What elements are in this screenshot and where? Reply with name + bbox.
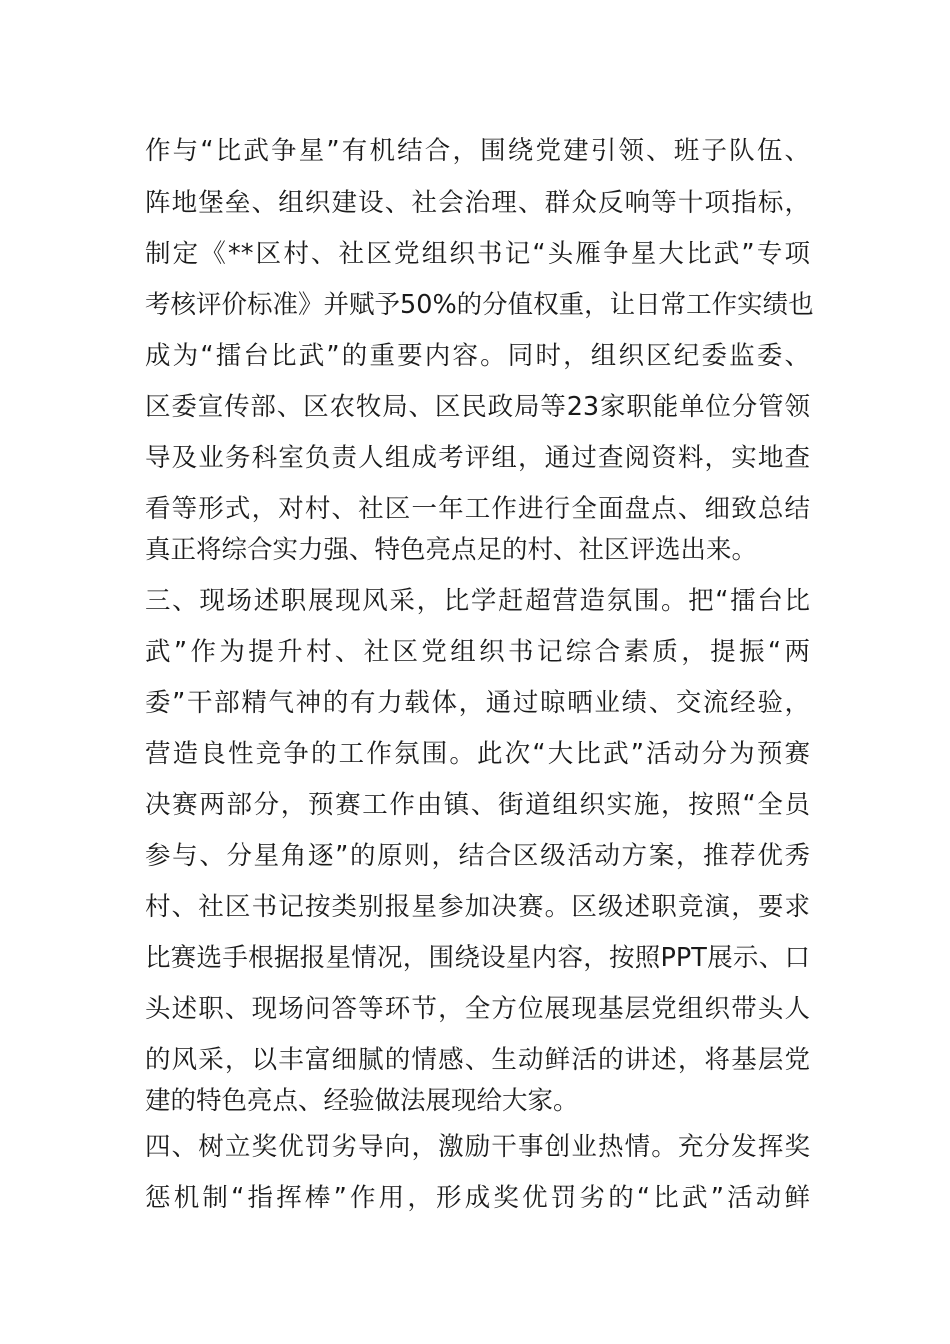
text-line: 成为“擂台比武”的重要内容。同时，组织区纪委监委、 (145, 341, 810, 371)
text-line: 导及业务科室负责人组成考评组，通过查阅资料，实地查 (145, 443, 810, 473)
text-line: 参与、分星角逐”的原则，结合区级活动方案，推荐优秀 (145, 841, 810, 871)
section-heading-line: 四、树立奖优罚劣导向，激励干事创业热情。充分发挥奖 (145, 1132, 810, 1162)
text-line: 惩机制“指挥棒”作用，形成奖优罚劣的“比武”活动鲜 (145, 1183, 810, 1213)
text-line: 的风采，以丰富细腻的情感、生动鲜活的讲述，将基层党 (145, 1045, 810, 1075)
text-line: 头述职、现场问答等环节，全方位展现基层党组织带头人 (145, 994, 810, 1024)
text-line: 比赛选手根据报星情况，围绕设星内容，按照PPT展示、口 (145, 943, 810, 973)
text-line: 看等形式，对村、社区一年工作进行全面盘点、细致总结 (145, 494, 810, 524)
text-line: 武”作为提升村、社区党组织书记综合素质，提振“两 (145, 637, 810, 667)
section-heading-line: 三、现场述职展现风采，比学赶超营造氛围。把“擂台比 (145, 586, 810, 616)
text-line: 阵地堡垒、组织建设、社会治理、群众反响等十项指标， (145, 188, 810, 218)
text-line: 营造良性竞争的工作氛围。此次“大比武”活动分为预赛 (145, 739, 810, 769)
text-line: 考核评价标准》并赋予50%的分值权重，让日常工作实绩也 (145, 290, 814, 320)
text-line: 决赛两部分，预赛工作由镇、街道组织实施，按照“全员 (145, 790, 810, 820)
text-line: 制定《**区村、社区党组织书记“头雁争星大比武”专项 (145, 239, 810, 269)
text-line: 委”干部精气神的有力载体，通过晾晒业绩、交流经验， (145, 688, 810, 718)
text-line: 作与“比武争星”有机结合，围绕党建引领、班子队伍、 (145, 136, 810, 166)
text-line: 区委宣传部、区农牧局、区民政局等23家职能单位分管领 (145, 392, 810, 422)
text-line: 真正将综合实力强、特色亮点足的村、社区评选出来。 (145, 535, 758, 565)
text-line: 村、社区书记按类别报星参加决赛。区级述职竞演，要求 (145, 892, 810, 922)
text-line: 建的特色亮点、经验做法展现给大家。 (145, 1086, 579, 1116)
